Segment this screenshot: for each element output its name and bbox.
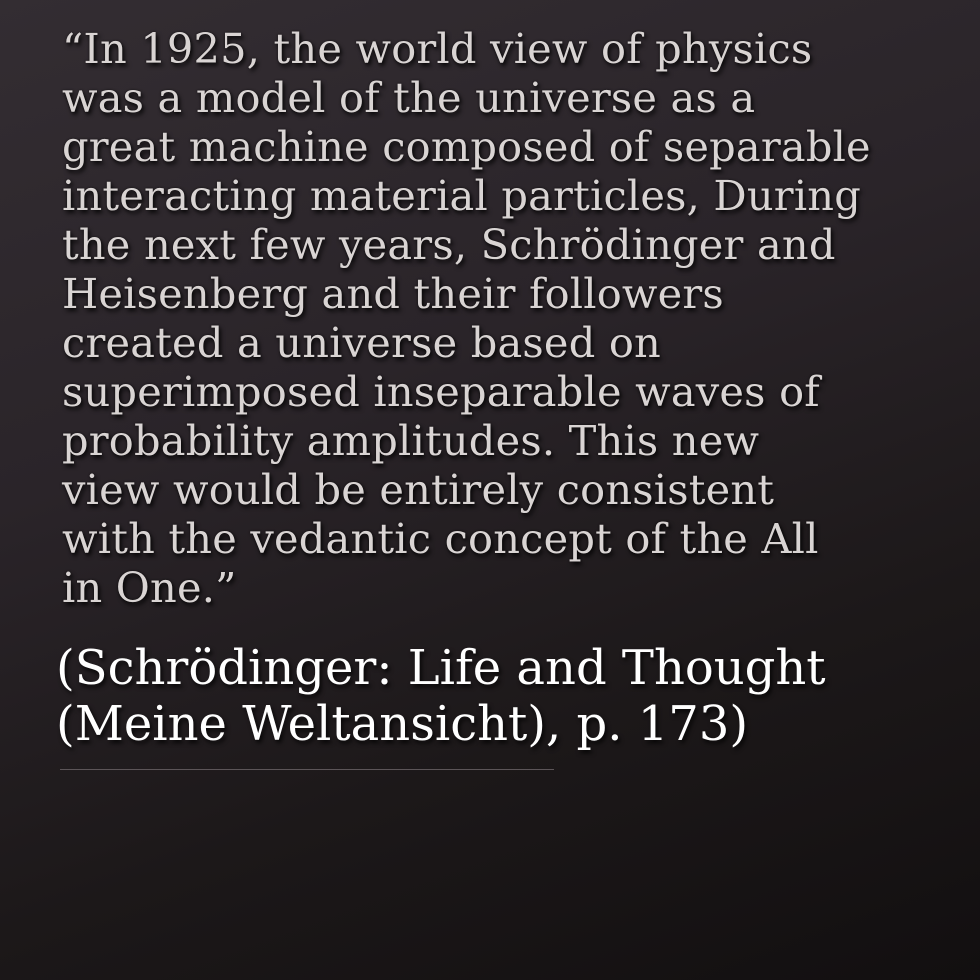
quote-line: probability amplitudes. This new [62,416,760,465]
divider [60,769,554,770]
quote-line: with the vedantic concept of the All [62,514,819,563]
quote-line: Heisenberg and their followers [62,269,724,318]
quote-line: “In 1925, the world view of physics [62,24,813,73]
citation-line: (Schrödinger: Life and Thought [56,640,826,696]
quote-citation [56,640,936,752]
quote-line: the next few years, Schrödinger and [62,220,836,269]
quote-line: view would be entirely consistent [62,465,775,514]
quote-line: was a model of the universe as a [62,73,756,122]
quote-line: great machine composed of separable [62,122,871,171]
quote-line: superimposed inseparable waves of [62,367,820,416]
quote-line: in One.” [62,563,237,612]
quote-line: interacting material particles, During [62,171,861,220]
quote-line: created a universe based on [62,318,661,367]
quote-text [62,24,942,612]
citation-line: (Meine Weltansicht), p. 173) [56,696,749,752]
